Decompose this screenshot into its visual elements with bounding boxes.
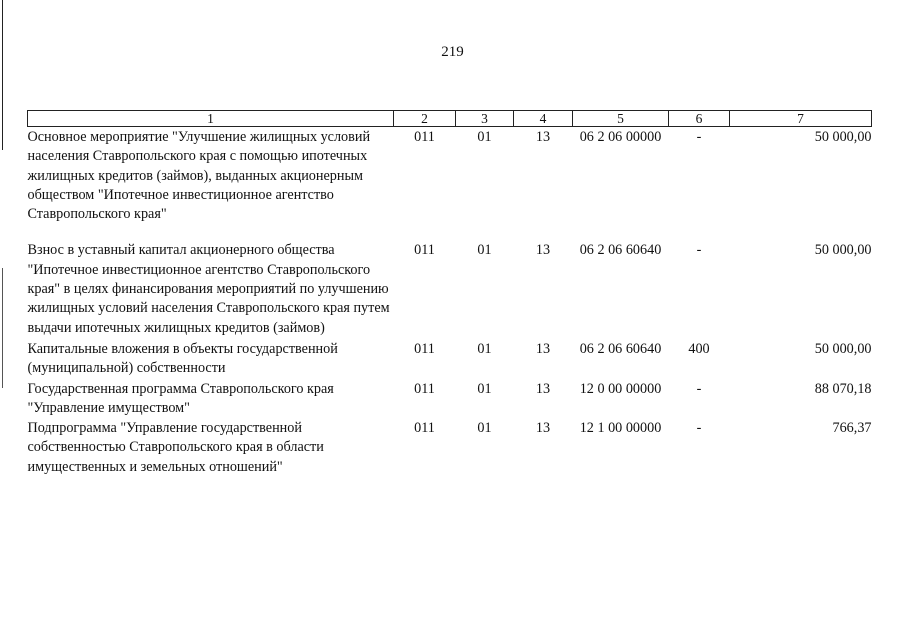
table-row [28,380,872,420]
row-amount: 88 070,18 [814,380,872,397]
column-header: 2 [394,111,456,127]
row-target-code: 06 2 06 00000 [579,129,662,145]
row-amount: 766,37 [832,420,872,437]
row-section-code: 01 [477,340,492,357]
column-header: 5 [573,111,669,127]
row-name: Основное мероприятие "Улучшение жилищных условий населения Ставропольского края с помощью ипотечных жилищных кредитов (займов), выданных акционерным обществом "Ипотечное инвестиционное агентство Ставропольского края" [27,129,371,223]
row-subsection-code: 13 [535,380,551,397]
row-expense-type: - [696,242,702,259]
row-name: Государственная программа Ставропольского края "Управление имуществом" [27,380,334,416]
row-section-code: 01 [477,420,492,437]
row-expense-type: - [696,420,702,437]
row-amount: 50 000,00 [814,129,872,145]
table-row [28,127,872,242]
row-expense-type: - [696,129,702,145]
row-ministry-code: 011 [414,380,435,397]
row-subsection-code: 13 [535,420,551,437]
row-subsection-code: 13 [535,340,551,357]
scan-edge-line [2,0,3,150]
row-ministry-code: 011 [414,129,435,145]
table-header-row [28,111,872,127]
row-ministry-code: 011 [414,340,435,357]
budget-table [27,110,872,477]
row-amount: 50 000,00 [814,242,872,259]
row-expense-type: - [696,380,702,397]
row-target-code: 12 1 00 00000 [579,420,662,437]
page-number: 219 [441,44,464,60]
row-ministry-code: 011 [414,420,435,437]
column-header: 6 [669,111,730,127]
column-header: 7 [730,111,872,127]
row-subsection-code: 13 [535,129,551,145]
row-name: Взнос в уставный капитал акционерного общества "Ипотечное инвестиционное агентство Ставропольского края" в целях финансирования мероприятий по улучшению жилищных условий населения Ставропольского края путем выдачи ипотечных жилищных кредитов (займов) [27,242,390,336]
scan-edge-line [2,268,3,388]
table-row [28,241,872,339]
row-target-code: 06 2 06 60640 [579,242,662,259]
row-ministry-code: 011 [414,242,435,259]
table-row [28,419,872,477]
row-section-code: 01 [477,380,492,397]
table-row [28,340,872,380]
row-name: Капитальные вложения в объекты государственной (муниципальной) собственности [27,340,338,377]
column-header: 1 [28,111,394,127]
row-name: Подпрограмма "Управление государственной собственностью Ставропольского края в области имущественных и земельных отношений" [27,420,324,475]
row-section-code: 01 [477,242,492,259]
row-amount: 50 000,00 [814,340,872,357]
column-header: 4 [514,111,573,127]
row-section-code: 01 [477,129,492,145]
row-expense-type: 400 [688,340,710,357]
row-target-code: 12 0 00 00000 [579,380,662,397]
column-header: 3 [456,111,514,127]
row-subsection-code: 13 [535,242,551,259]
row-target-code: 06 2 06 60640 [579,340,662,357]
